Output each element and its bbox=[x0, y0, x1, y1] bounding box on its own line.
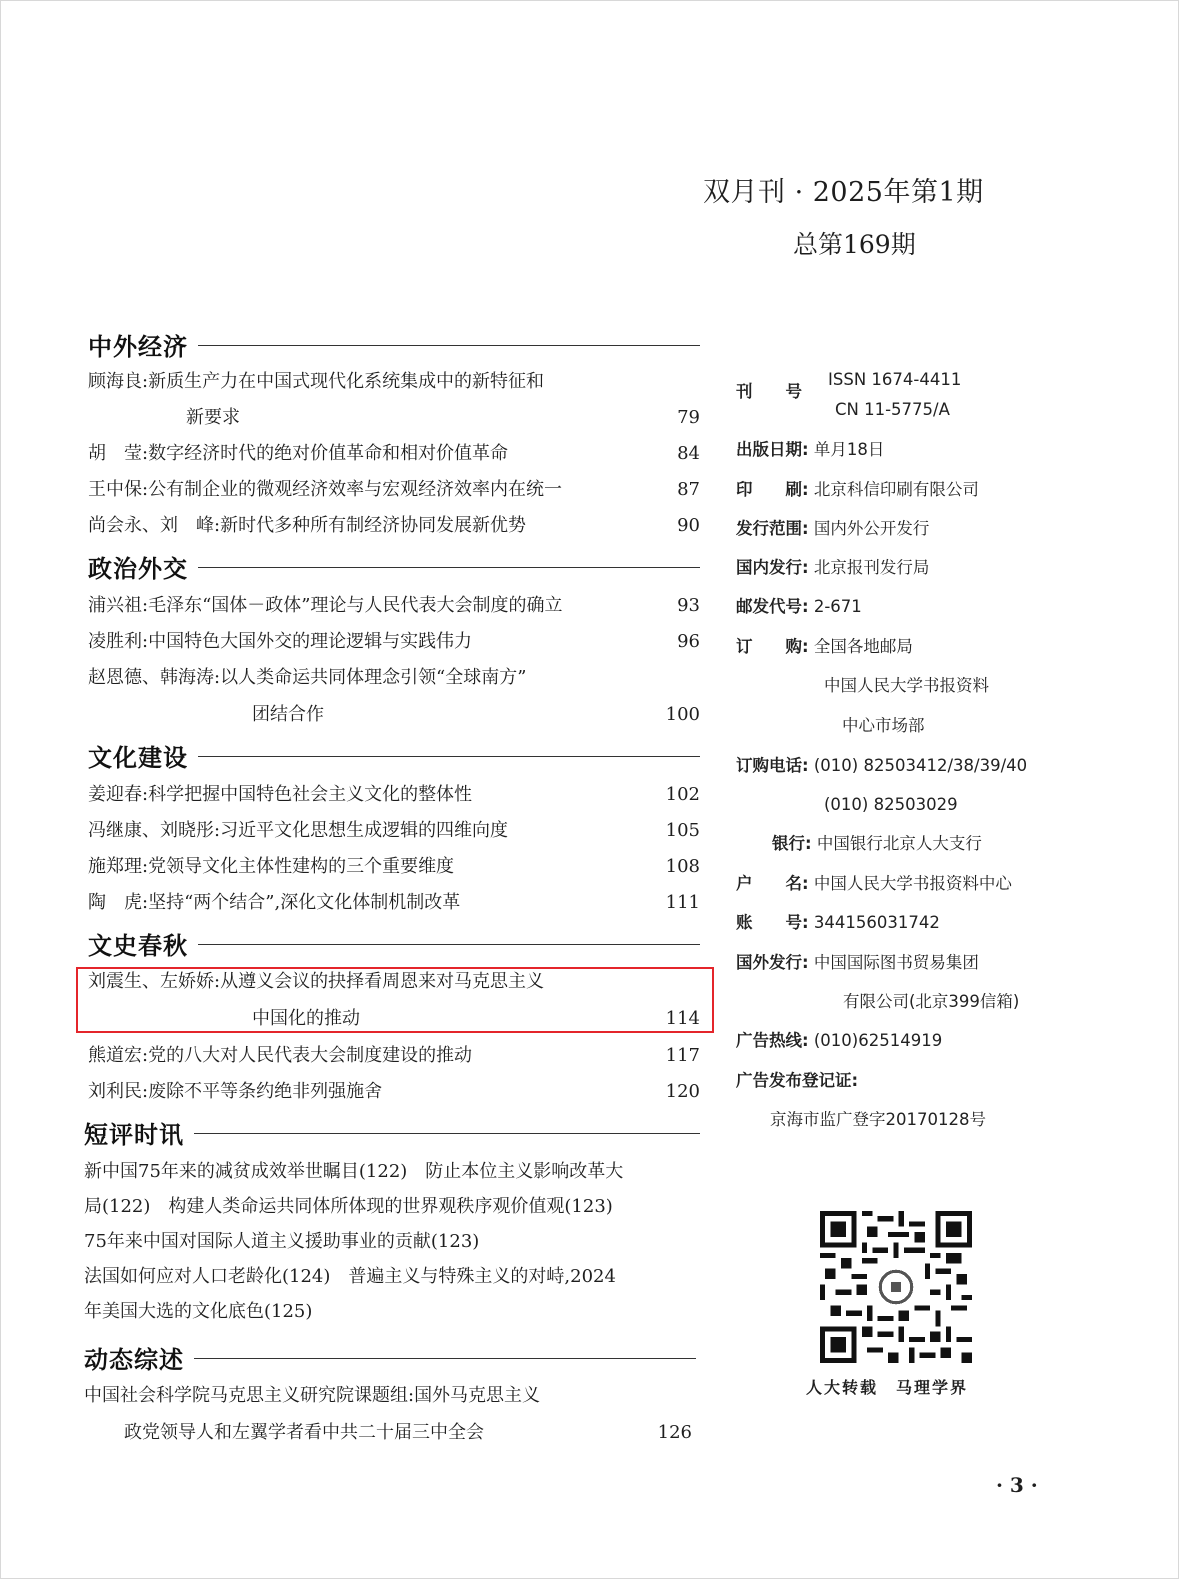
entry-page: 105 bbox=[665, 820, 700, 841]
info-value: 北京报刊发行局 bbox=[813, 558, 930, 577]
section-heading bbox=[88, 548, 700, 584]
section-heading bbox=[84, 1114, 700, 1150]
info-value: (010)62514919 bbox=[813, 1031, 943, 1050]
ad-registration-value: 京海市监广登字20170128号 bbox=[770, 1110, 986, 1129]
info-label: 国外发行: bbox=[736, 953, 809, 972]
toc-entry[interactable] bbox=[88, 1074, 700, 1110]
entry-page: 84 bbox=[677, 443, 700, 464]
entry-title: 浦兴祖:毛泽东“国体－政体”理论与人民代表大会制度的确立 bbox=[88, 595, 563, 616]
entry-page: 126 bbox=[657, 1422, 692, 1443]
info-value: 国内外公开发行 bbox=[813, 519, 930, 538]
info-label: 邮发代号: bbox=[736, 597, 809, 616]
account-name-row bbox=[736, 874, 1012, 894]
entry-title: 熊道宏:党的八大对人民代表大会制度建设的推动 bbox=[88, 1045, 473, 1066]
domestic-row bbox=[736, 558, 929, 578]
toc-entry-cont[interactable] bbox=[88, 400, 700, 436]
info-label: 刊 号 bbox=[736, 382, 802, 401]
toc-entry[interactable] bbox=[88, 508, 700, 544]
highlight-box bbox=[76, 967, 714, 1033]
section-title: 文史春秋 bbox=[88, 931, 188, 960]
issn-value: ISSN 1674-4411 bbox=[828, 370, 962, 389]
info-label: 订 购: bbox=[736, 637, 809, 656]
qr-caption: 人大转载 马理学界 bbox=[806, 1378, 969, 1397]
entry-page: 93 bbox=[677, 595, 700, 616]
entry-page: 111 bbox=[665, 892, 700, 913]
toc-entry[interactable] bbox=[88, 885, 700, 921]
total-issue-line: 总第169期 bbox=[793, 230, 916, 259]
toc-entry[interactable] bbox=[88, 436, 700, 472]
account-number-row bbox=[736, 913, 940, 933]
abroad-row bbox=[736, 953, 979, 973]
entry-title: 陶 虎:坚持“两个结合”,深化文化体制机制改革 bbox=[88, 892, 461, 913]
info-label: 户 名: bbox=[736, 874, 809, 893]
toc-entry-cont[interactable] bbox=[84, 1415, 692, 1451]
toc-entry[interactable] bbox=[88, 777, 700, 813]
toc-entry[interactable] bbox=[88, 588, 700, 624]
section-title: 政治外交 bbox=[88, 554, 188, 583]
toc-entry[interactable] bbox=[88, 813, 700, 849]
section-rule bbox=[198, 756, 700, 757]
entry-page: 96 bbox=[677, 631, 700, 652]
section-heading bbox=[88, 326, 700, 362]
ad-hotline-row bbox=[736, 1031, 942, 1051]
entry-title: 施郑理:党领导文化主体性建构的三个重要维度 bbox=[88, 856, 455, 877]
entry-title: 刘震生、左娇娇:从遵义会议的抉择看周恩来对马克思主义 bbox=[88, 971, 545, 992]
bank-row bbox=[772, 834, 982, 854]
info-value: 北京科信印刷有限公司 bbox=[813, 480, 979, 499]
section-rule bbox=[194, 1358, 696, 1359]
entry-title: 刘利民:废除不平等条约绝非列强施舍 bbox=[88, 1081, 383, 1102]
order-line-3: 中心市场部 bbox=[842, 716, 925, 735]
entry-title: 顾海良:新质生产力在中国式现代化系统集成中的新特征和 bbox=[88, 371, 545, 392]
issn-label bbox=[736, 382, 802, 402]
ad-registration-label bbox=[736, 1071, 858, 1091]
info-value: (010) 82503412/38/39/40 bbox=[813, 756, 1028, 775]
info-label: 印 刷: bbox=[736, 480, 809, 499]
issue-line: 双月刊 · 2025年第1期 bbox=[703, 177, 984, 208]
entry-title: 姜迎春:科学把握中国特色社会主义文化的整体性 bbox=[88, 784, 473, 805]
printer-row bbox=[736, 480, 979, 500]
phone-line-2: (010) 82503029 bbox=[824, 795, 958, 814]
brief-line: 法国如何应对人口老龄化(124) 普遍主义与特殊主义的对峙,2024 bbox=[84, 1266, 616, 1287]
entry-page: 108 bbox=[665, 856, 700, 877]
section-title: 短评时讯 bbox=[84, 1120, 184, 1149]
info-label: 广告热线: bbox=[736, 1031, 809, 1050]
entry-page: 120 bbox=[665, 1081, 700, 1102]
entry-title: 中国社会科学院马克思主义研究院课题组:国外马克思主义 bbox=[84, 1385, 541, 1406]
order-row bbox=[736, 637, 913, 657]
info-label: 国内发行: bbox=[736, 558, 809, 577]
info-label: 发行范围: bbox=[736, 519, 809, 538]
postal-code-row bbox=[736, 597, 862, 617]
entry-title-cont: 中国化的推动 bbox=[252, 1008, 360, 1029]
toc-entry[interactable] bbox=[88, 364, 700, 400]
qr-code[interactable] bbox=[820, 1211, 972, 1363]
phone-row bbox=[736, 756, 1027, 776]
entry-page: 90 bbox=[677, 515, 700, 536]
info-label: 账 号: bbox=[736, 913, 809, 932]
info-value: 2-671 bbox=[813, 597, 862, 616]
info-value: 中国人民大学书报资料中心 bbox=[813, 874, 1012, 893]
section-heading bbox=[84, 1339, 696, 1375]
entry-page: 102 bbox=[665, 784, 700, 805]
entry-page: 117 bbox=[665, 1045, 700, 1066]
entry-title: 胡 莹:数字经济时代的绝对价值革命和相对价值革命 bbox=[88, 443, 509, 464]
brief-line: 75年来中国对国际人道主义援助事业的贡献(123) bbox=[84, 1231, 480, 1252]
section-title: 动态综述 bbox=[84, 1345, 184, 1374]
cn-value: CN 11-5775/A bbox=[835, 400, 950, 419]
info-label: 订购电话: bbox=[736, 756, 809, 775]
info-value: 全国各地邮局 bbox=[813, 637, 913, 656]
brief-line: 年美国大选的文化底色(125) bbox=[84, 1301, 313, 1322]
page-number: · 3 · bbox=[996, 1473, 1038, 1497]
scope-row bbox=[736, 519, 929, 539]
info-value: 单月18日 bbox=[813, 440, 885, 459]
brief-line: 新中国75年来的减贫成效举世瞩目(122) 防止本位主义影响改革大 bbox=[84, 1161, 624, 1182]
toc-entry[interactable] bbox=[88, 1038, 700, 1074]
entry-page: 79 bbox=[677, 407, 700, 428]
info-label: 银行: bbox=[772, 834, 812, 853]
brief-news-block bbox=[84, 1154, 700, 1329]
order-line-2: 中国人民大学书报资料 bbox=[824, 676, 989, 695]
section-rule bbox=[198, 567, 700, 568]
section-title: 文化建设 bbox=[88, 743, 188, 772]
abroad-line-2: 有限公司(北京399信箱) bbox=[843, 992, 1020, 1011]
toc-entry[interactable] bbox=[88, 472, 700, 508]
info-value: 中国银行北京人大支行 bbox=[816, 834, 982, 853]
entry-title: 凌胜利:中国特色大国外交的理论逻辑与实践伟力 bbox=[88, 631, 473, 652]
entry-title: 赵恩德、韩海涛:以人类命运共同体理念引领“全球南方” bbox=[88, 667, 527, 688]
info-value: 344156031742 bbox=[813, 913, 940, 932]
entry-title-cont: 政党领导人和左翼学者看中共二十届三中全会 bbox=[124, 1422, 484, 1443]
entry-title-cont: 新要求 bbox=[186, 407, 240, 428]
entry-title: 王中保:公有制企业的微观经济效率与宏观经济效率内在统一 bbox=[88, 479, 563, 500]
entry-title: 冯继康、刘晓彤:习近平文化思想生成逻辑的四维向度 bbox=[88, 820, 509, 841]
info-label: 出版日期: bbox=[736, 440, 809, 459]
brief-line: 局(122) 构建人类命运共同体所体现的世界观秩序观价值观(123) bbox=[84, 1196, 613, 1217]
entry-title-cont: 团结合作 bbox=[252, 704, 324, 725]
toc-entry[interactable] bbox=[88, 660, 700, 696]
entry-page: 114 bbox=[665, 1008, 700, 1029]
section-rule bbox=[194, 1133, 700, 1134]
toc-entry[interactable] bbox=[84, 1378, 696, 1414]
info-value: 中国国际图书贸易集团 bbox=[813, 953, 979, 972]
section-heading bbox=[88, 925, 700, 961]
section-heading bbox=[88, 737, 700, 773]
section-title: 中外经济 bbox=[88, 332, 188, 361]
entry-page: 100 bbox=[665, 704, 700, 725]
section-rule bbox=[198, 345, 700, 346]
toc-entry[interactable] bbox=[88, 624, 700, 660]
section-rule bbox=[198, 944, 700, 945]
toc-entry[interactable] bbox=[88, 849, 700, 885]
toc-entry-cont[interactable] bbox=[88, 697, 700, 733]
publish-date-row bbox=[736, 440, 884, 460]
entry-title: 尚会永、刘 峰:新时代多种所有制经济协同发展新优势 bbox=[88, 515, 527, 536]
info-label: 广告发布登记证: bbox=[736, 1071, 859, 1090]
entry-page: 87 bbox=[677, 479, 700, 500]
